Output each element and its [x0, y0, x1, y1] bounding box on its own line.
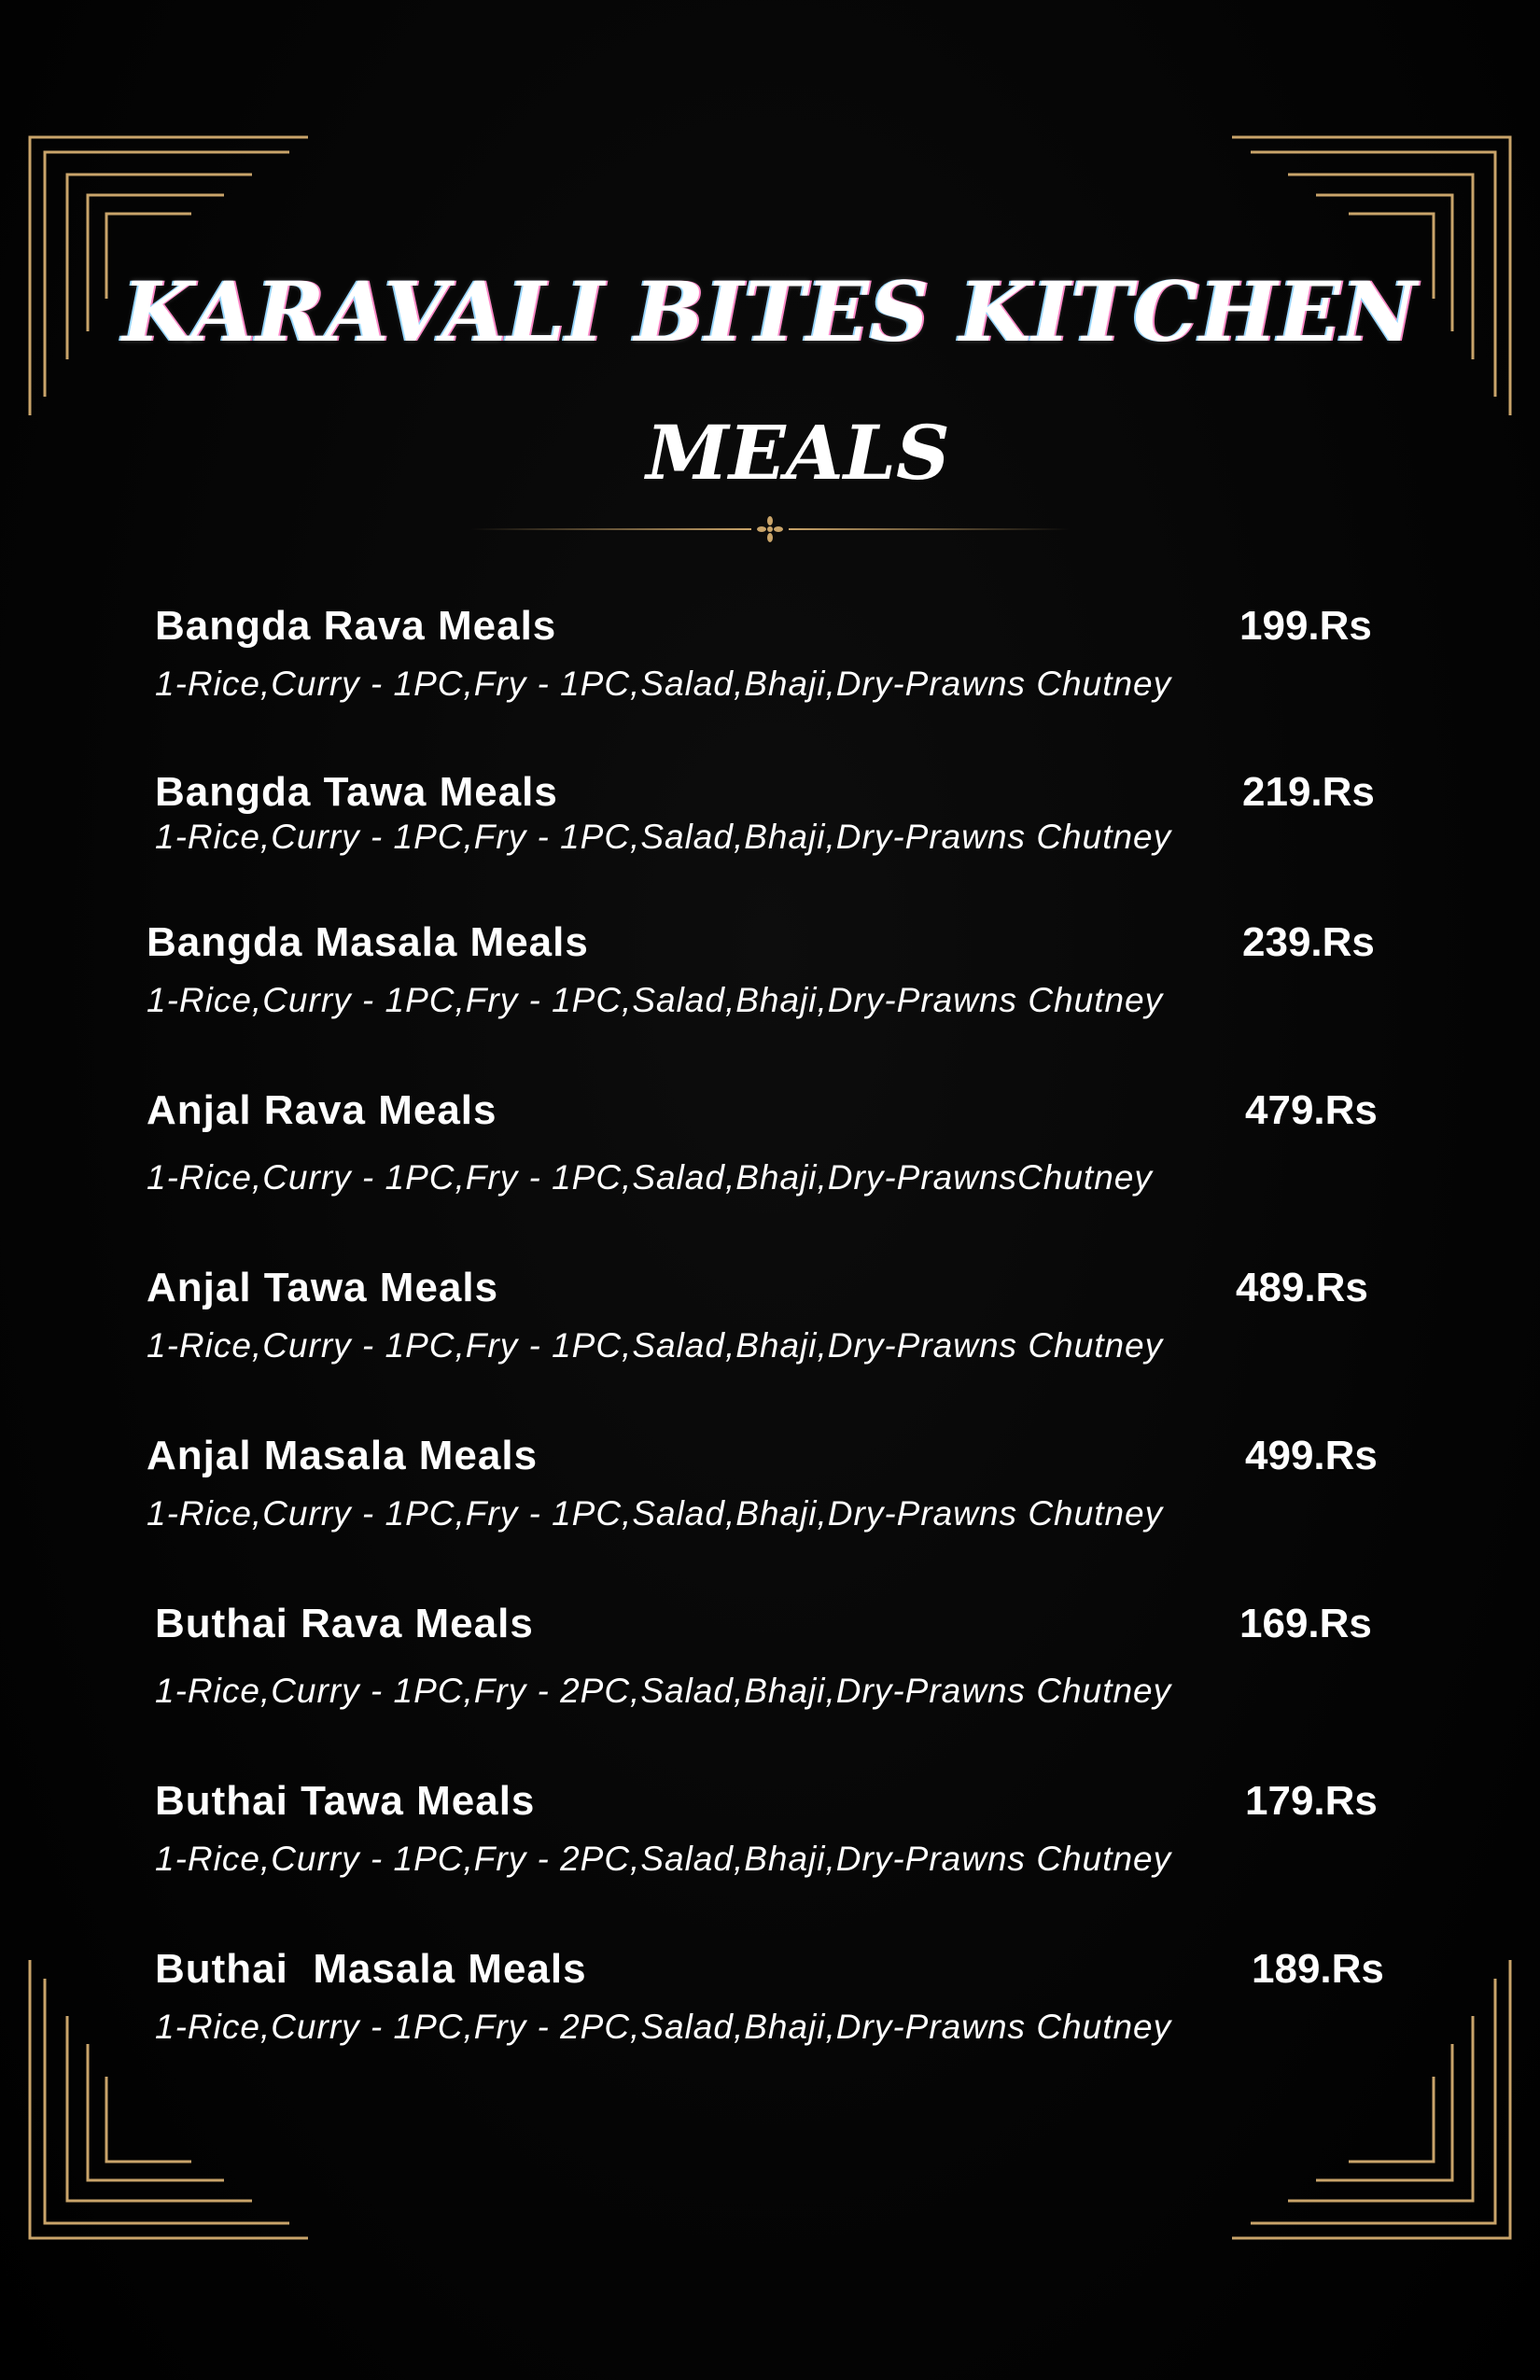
menu-item-name: Buthai Rava Meals	[155, 1601, 534, 1646]
menu-item-name: Bangda Rava Meals	[155, 603, 557, 649]
menu-item-price: 189.Rs	[1252, 1946, 1384, 1992]
menu-item-price: 479.Rs	[1245, 1087, 1378, 1133]
menu-item-name: Anjal Tawa Meals	[147, 1265, 499, 1310]
menu-item-description: 1-Rice,Curry - 1PC,Fry - 2PC,Salad,Bhaji,Dry-Prawns Chutney	[155, 1840, 1172, 1878]
menu-item-description: 1-Rice,Curry - 1PC,Fry - 1PC,Salad,Bhaji,Dry-Prawns Chutney	[155, 665, 1172, 703]
menu-item-description: 1-Rice,Curry - 1PC,Fry - 1PC,Salad,Bhaji,Dry-PrawnsChutney	[147, 1158, 1153, 1197]
menu-item-name: Bangda Masala Meals	[147, 919, 589, 965]
menu-item-name: Bangda Tawa Meals	[155, 769, 558, 815]
menu-item-price: 179.Rs	[1245, 1778, 1378, 1824]
fleur-cross-icon	[757, 516, 783, 542]
menu-item-description: 1-Rice,Curry - 1PC,Fry - 1PC,Salad,Bhaji,Dry-Prawns Chutney	[155, 818, 1172, 856]
menu-item-price: 199.Rs	[1239, 603, 1372, 649]
menu-item-description: 1-Rice,Curry - 1PC,Fry - 1PC,Salad,Bhaji,Dry-Prawns Chutney	[147, 1494, 1164, 1533]
restaurant-title: KARAVALI BITES KITCHEN	[122, 263, 1418, 360]
menu-item-price: 169.Rs	[1239, 1601, 1372, 1646]
menu-item-name: Anjal Masala Meals	[147, 1433, 539, 1478]
menu-item-description: 1-Rice,Curry - 1PC,Fry - 2PC,Salad,Bhaji,Dry-Prawns Chutney	[155, 2008, 1172, 2046]
section-title: MEALS	[646, 409, 950, 497]
menu-item-price: 489.Rs	[1236, 1265, 1368, 1310]
menu-item-description: 1-Rice,Curry - 1PC,Fry - 1PC,Salad,Bhaji,Dry-Prawns Chutney	[147, 1326, 1164, 1365]
ornamental-divider	[471, 516, 1069, 542]
menu-item-description: 1-Rice,Curry - 1PC,Fry - 2PC,Salad,Bhaji,Dry-Prawns Chutney	[155, 1672, 1172, 1710]
menu-item-price: 499.Rs	[1245, 1433, 1378, 1478]
menu-item-price: 219.Rs	[1242, 769, 1375, 815]
menu-item-description: 1-Rice,Curry - 1PC,Fry - 1PC,Salad,Bhaji,Dry-Prawns Chutney	[147, 981, 1164, 1019]
menu-item-name: Buthai Tawa Meals	[155, 1778, 536, 1824]
menu-item-name: Buthai Masala Meals	[155, 1946, 587, 1992]
menu-item-price: 239.Rs	[1242, 919, 1375, 965]
menu-item-name: Anjal Rava Meals	[147, 1087, 497, 1133]
